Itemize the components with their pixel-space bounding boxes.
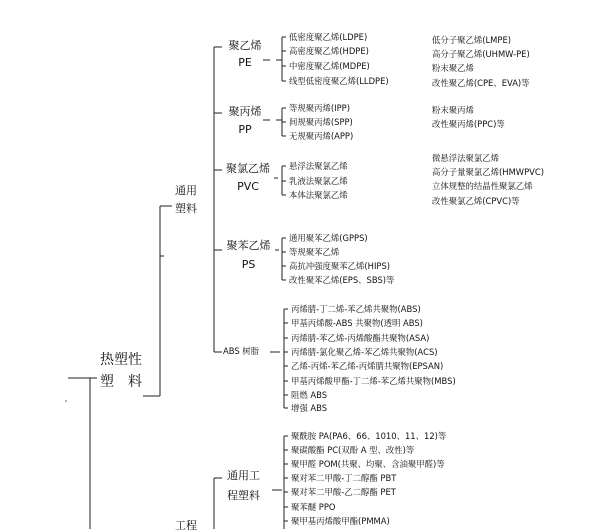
general-plastics-label-line2: 塑料: [175, 202, 197, 215]
pp-type-app: 无规聚丙烯(APP): [289, 131, 354, 141]
pvc-name: 聚氯乙烯: [226, 162, 270, 175]
root-label-line1: 热塑性: [100, 352, 142, 368]
pp-type-spp: 间规聚丙烯(SPP): [289, 117, 353, 127]
ps-type-gpps: 通用聚苯乙烯(GPPS): [289, 233, 368, 243]
abs-type-5: 乙烯-丙烯-苯乙烯-丙烯腈共聚物(EPSAN): [291, 361, 444, 371]
eng-type-pa: 聚酰胺 PA(PA6、66、1010、11、12)等: [291, 431, 447, 441]
ps-type-hips: 高抗冲强度聚苯乙烯(HIPS): [289, 261, 391, 271]
pvc-type-bulk: 本体法聚氯乙烯: [289, 190, 348, 200]
ps-abbr: PS: [241, 258, 256, 271]
pp-name: 聚丙烯: [228, 105, 262, 118]
pp-type-ipp: 等规聚丙烯(IPP): [289, 103, 350, 113]
pe-note-powder: 粉末聚乙烯: [432, 63, 474, 73]
pvc-note-crystalline: 立体规整的结晶性聚氯乙烯: [432, 181, 533, 191]
pp-abbr: PP: [238, 123, 252, 136]
pvc-type-suspension: 悬浮法聚氯乙烯: [289, 161, 348, 171]
pe-note-lmpe: 低分子聚乙烯(LMPE): [432, 35, 512, 45]
pvc-type-emulsion: 乳液法聚氯乙烯: [289, 176, 348, 186]
ps-name: 聚苯乙烯: [226, 239, 271, 252]
abs-type-4: 丙烯腈-氯化聚乙烯-苯乙烯共聚物(ACS): [291, 347, 438, 357]
eng-general-name-line1: 通用工: [227, 469, 260, 482]
abs-type-8: 增强 ABS: [291, 403, 328, 413]
pvc-note-cpvc: 改性聚氯乙烯(CPVC)等: [432, 196, 520, 206]
general-plastics-label-line1: 通用: [175, 184, 197, 197]
eng-type-pmma: 聚甲基丙烯酸甲酯(PMMA): [291, 516, 390, 526]
ps-type-modified: 改性聚苯乙烯(EPS、SBS)等: [289, 275, 395, 285]
stray-dot: [65, 400, 67, 402]
pp-note-powder: 粉末聚丙烯: [432, 105, 474, 115]
abs-type-1: 丙烯腈-丁二烯-苯乙烯共聚物(ABS): [291, 304, 421, 314]
engineering-plastics-label: 工程: [175, 519, 197, 532]
pp-note-modified: 改性聚丙烯(PPC)等: [432, 119, 505, 129]
pe-type-lldpe: 线型低密度聚乙烯(LLDPE): [289, 76, 389, 86]
pvc-abbr: PVC: [237, 180, 259, 193]
abs-type-6: 甲基丙烯酸甲酯-丁二烯-苯乙烯共聚物(MBS): [291, 376, 456, 386]
pe-type-mdpe: 中密度聚乙烯(MDPE): [289, 61, 370, 71]
eng-type-pbt: 聚对苯二甲酸-丁二醇酯 PBT: [291, 473, 397, 483]
pvc-note-hmwpvc: 高分子量聚氯乙烯(HMWPVC): [432, 167, 544, 177]
eng-type-ppo: 聚苯醚 PPO: [291, 502, 336, 512]
eng-type-pc: 聚碳酸酯 PC(双酚 A 型、改性)等: [291, 445, 415, 455]
abs-type-2: 甲基丙烯酸-ABS 共聚物(透明 ABS): [291, 318, 423, 328]
pe-type-hdpe: 高密度聚乙烯(HDPE): [289, 46, 369, 56]
pvc-note-micro-suspension: 微悬浮法聚氯乙烯: [432, 153, 499, 163]
eng-type-pom: 聚甲醛 POM(共聚、均聚、含油聚甲醛)等: [291, 459, 445, 469]
pe-type-ldpe: 低密度聚乙烯(LDPE): [289, 32, 368, 42]
abs-type-7: 阻燃 ABS: [291, 390, 328, 400]
root-label-line2: 塑 料: [100, 374, 142, 390]
abs-type-3: 丙烯腈-苯乙烯-丙烯酸酯共聚物(ASA): [291, 333, 430, 343]
pe-abbr: PE: [238, 56, 252, 69]
pe-note-modified: 改性聚乙烯(CPE、EVA)等: [432, 78, 530, 88]
pe-note-uhmwpe: 高分子聚乙烯(UHMW-PE): [432, 49, 530, 59]
eng-type-pet: 聚对苯二甲酸-乙二醇酯 PET: [291, 487, 396, 497]
ps-type-isotactic: 等规聚苯乙烯: [289, 247, 340, 257]
abs-name: ABS 树脂: [223, 346, 260, 356]
eng-general-name-line2: 程塑料: [227, 489, 260, 502]
pe-name: 聚乙烯: [228, 39, 262, 52]
